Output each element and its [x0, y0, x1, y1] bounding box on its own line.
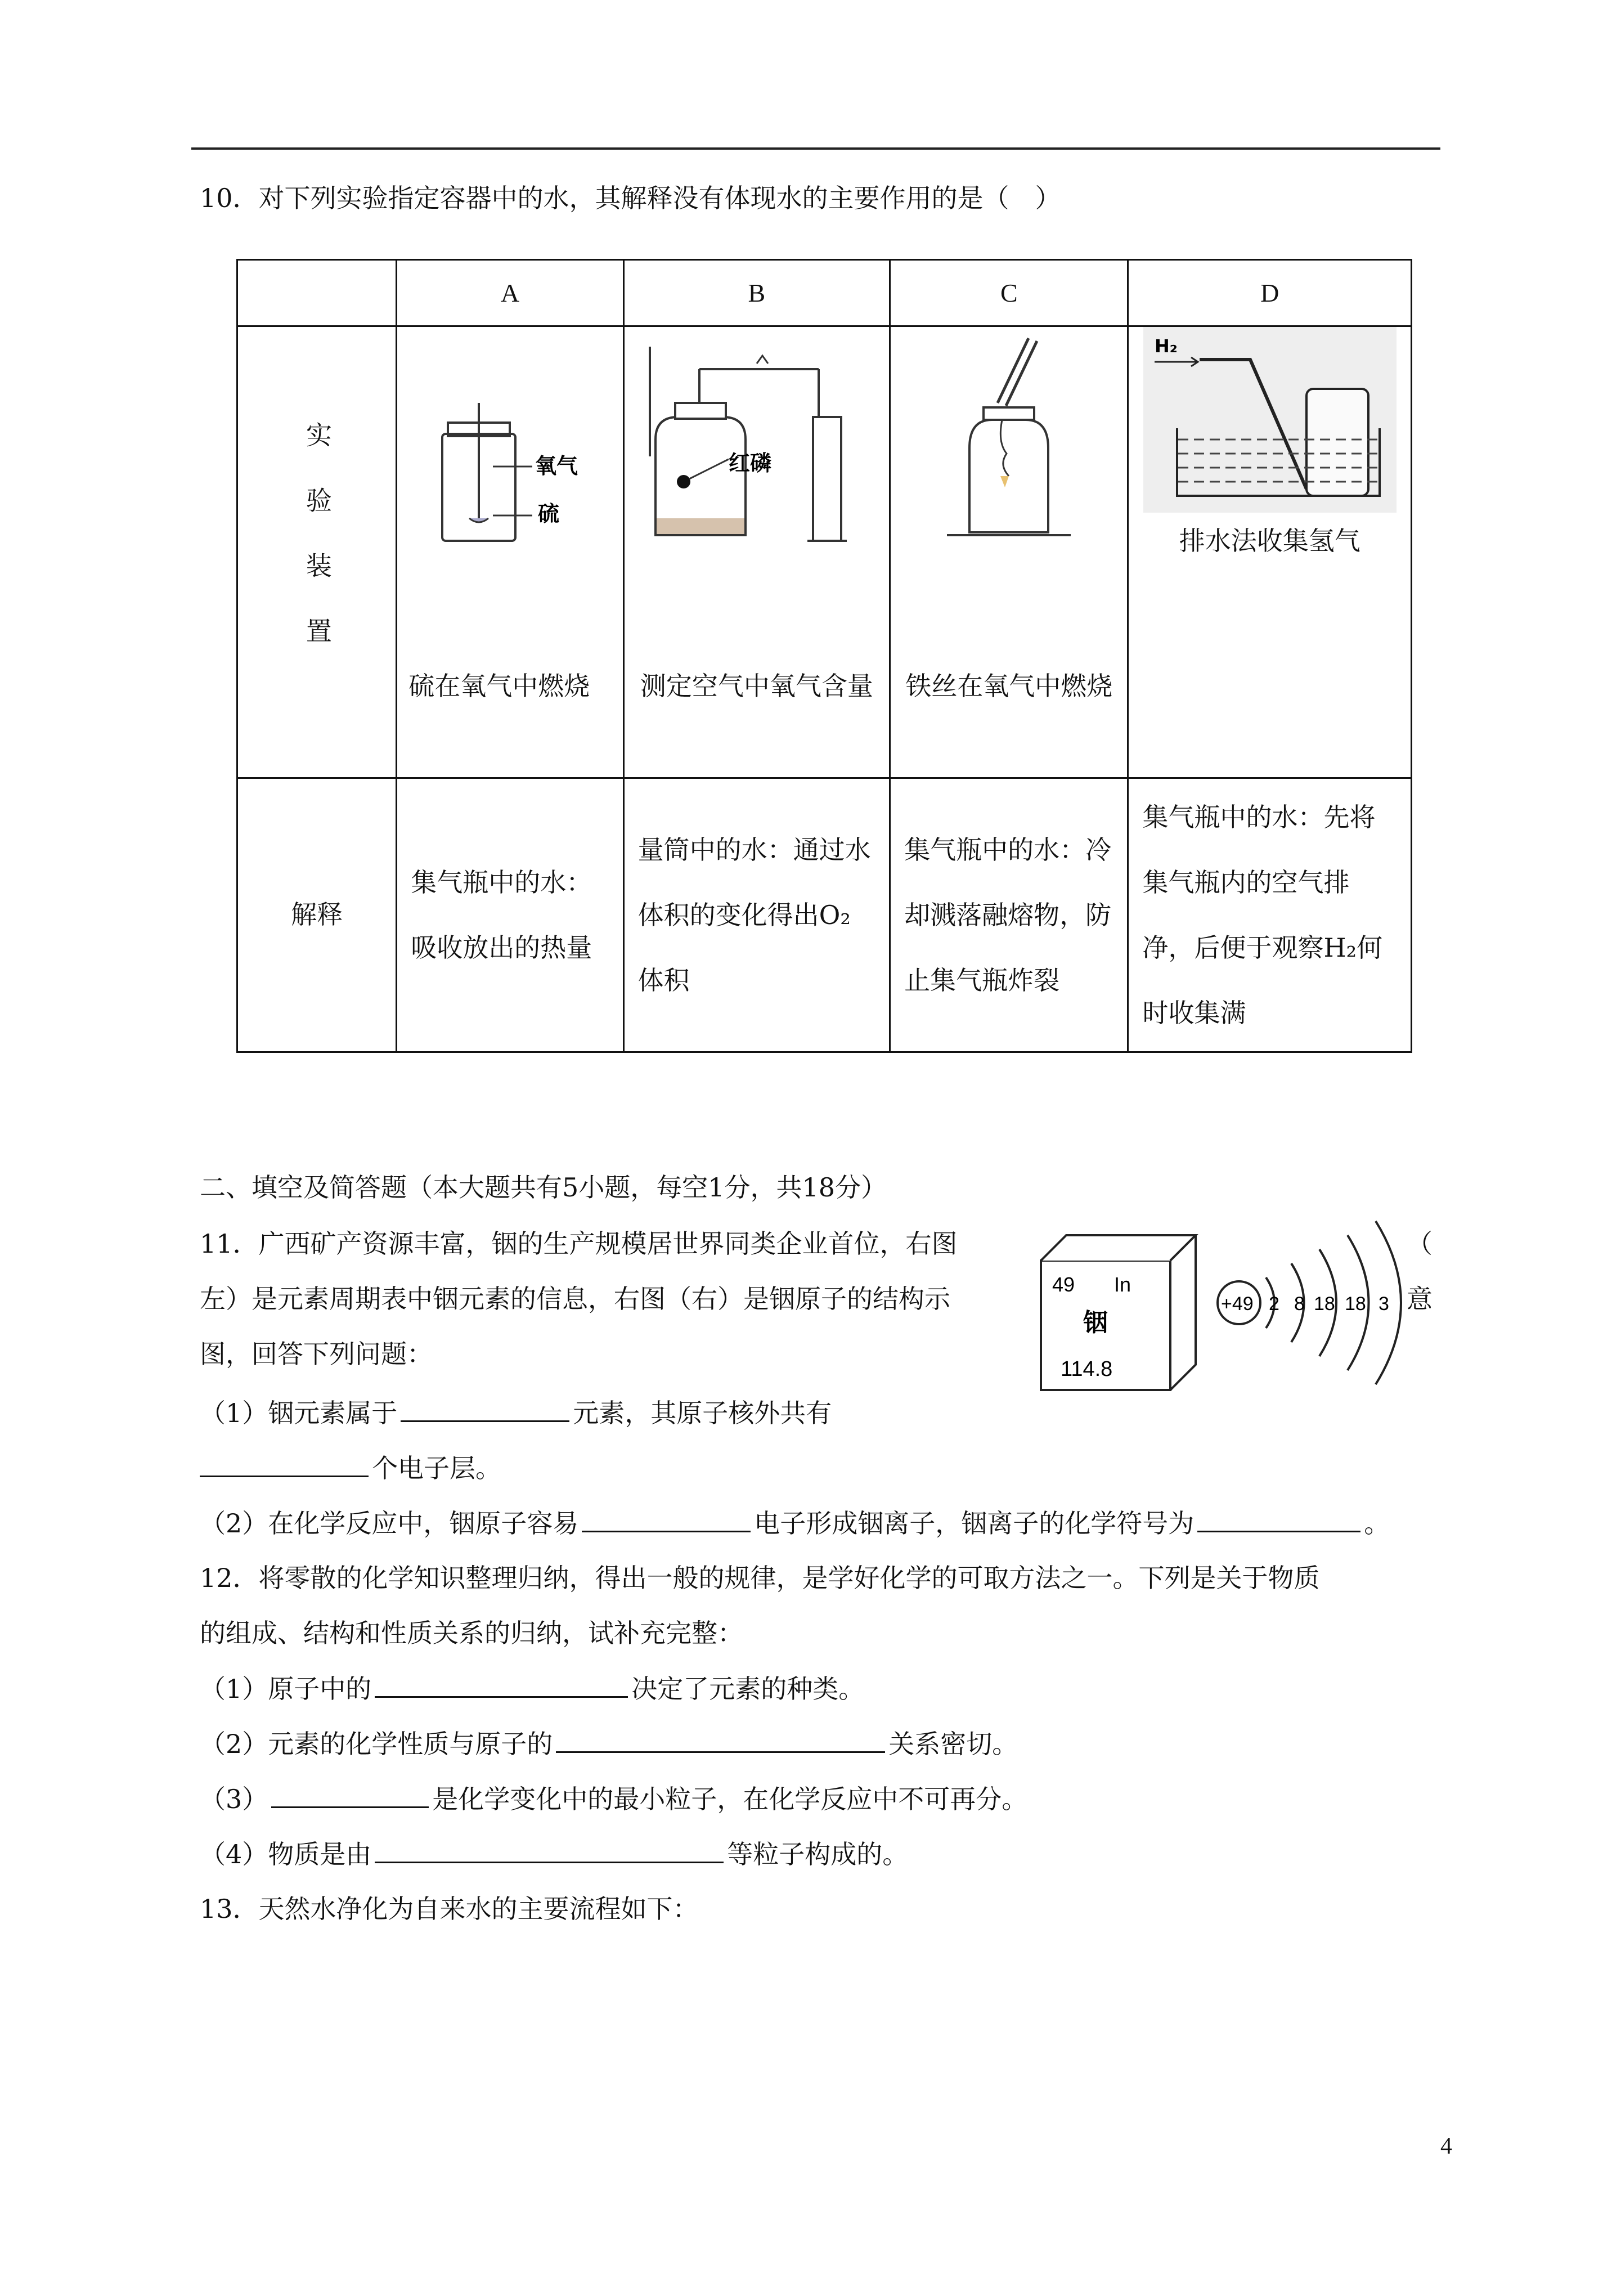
q12-p3a: （3）	[200, 1784, 268, 1814]
caption-b: 测定空气中氧气含量	[640, 671, 873, 701]
q12-part3	[200, 1782, 1027, 1816]
q12-part1	[200, 1671, 864, 1706]
oxygen-content-figure	[633, 338, 881, 552]
q11-blank-4[interactable]	[1197, 1506, 1360, 1532]
q12-blank-1[interactable]	[375, 1671, 628, 1698]
indium-figure	[1030, 1210, 1469, 1424]
caption-a: 硫在氧气中燃烧	[408, 671, 590, 701]
q13-line1: 13．天然水净化为自来水的主要流程如下：	[200, 1894, 699, 1924]
q12-blank-4[interactable]	[375, 1837, 724, 1863]
row-label-explain: 解释	[237, 778, 397, 1052]
q11-line1: 11．广西矿产资源丰富，铟的生产规模居世界同类企业首位，右图	[200, 1228, 958, 1259]
q12-p4a: （4）物质是由	[200, 1839, 372, 1869]
q12-p1b: 决定了元素的种类。	[631, 1674, 865, 1704]
q11-p2b: 电子形成铟离子，铟离子的化学符号为	[754, 1508, 1195, 1539]
shell-4-electrons: 18	[1345, 1293, 1366, 1315]
q12-blank-3[interactable]	[271, 1782, 429, 1808]
col-c-header: C	[890, 260, 1128, 326]
col-b-header: B	[623, 260, 890, 326]
col-d-header: D	[1128, 260, 1412, 326]
caption-d: 排水法收集氢气	[1179, 526, 1360, 556]
cell-b-device	[623, 326, 890, 778]
atom-structure	[1218, 1221, 1401, 1384]
cell-a-device	[397, 326, 623, 778]
shell-3-electrons: 18	[1314, 1293, 1335, 1315]
q11-blank-1[interactable]	[401, 1396, 569, 1422]
device-label: 实验装置	[302, 421, 333, 683]
cell-c-device	[890, 326, 1128, 778]
q11-p1b: 元素，其原子核外共有	[573, 1398, 832, 1428]
element-name: 铟	[1083, 1308, 1108, 1337]
water-displacement-figure	[1143, 327, 1397, 513]
label-h2: H₂	[1154, 335, 1178, 357]
sulfur-burning-figure	[425, 400, 594, 552]
q11-blank-3[interactable]	[582, 1506, 751, 1532]
iron-wire-figure	[936, 335, 1082, 549]
explain-a: 集气瓶中的水：吸收放出的热量	[397, 778, 623, 1052]
row-label-device	[237, 326, 397, 778]
q11-line2-end: 意	[1407, 1284, 1433, 1314]
q11-blank-2[interactable]	[200, 1451, 369, 1477]
q11-p1c: 个电子层。	[372, 1453, 501, 1483]
q12-p3b: 是化学变化中的最小粒子，在化学反应中不可再分。	[432, 1784, 1028, 1814]
q12-line2: 的组成、结构和性质关系的归纳，试补充完整：	[200, 1618, 743, 1648]
q10-table	[236, 259, 1412, 1053]
q11-part1	[200, 1396, 832, 1430]
q12-p4b: 等粒子构成的。	[727, 1839, 909, 1869]
explain-b: 量筒中的水：通过水体积的变化得出O₂体积	[623, 778, 890, 1052]
q11-p1a: （1）铟元素属于	[200, 1398, 398, 1428]
q10-stem: 10．对下列实验指定容器中的水，其解释没有体现水的主要作用的是（ ）	[200, 183, 1061, 213]
shell-2-electrons: 8	[1294, 1293, 1305, 1315]
q12-line1: 12．将零散的化学知识整理归纳，得出一般的规律，是学好化学的可取方法之一。下列是关于物质	[200, 1563, 1320, 1593]
q11-line3: 图，回答下列问题：	[200, 1339, 433, 1369]
q11-p2a: （2）在化学反应中，铟原子容易	[200, 1508, 579, 1539]
q12-p1a: （1）原子中的	[200, 1674, 372, 1704]
element-symbol: In	[1114, 1273, 1131, 1296]
label-sulfur: 硫	[538, 501, 560, 526]
nucleus-charge: +49	[1221, 1293, 1254, 1315]
col-a-header: A	[397, 260, 623, 326]
q12-blank-2[interactable]	[556, 1727, 885, 1753]
atomic-mass: 114.8	[1061, 1357, 1113, 1381]
q12-part2	[200, 1727, 1018, 1761]
element-card	[1041, 1235, 1196, 1390]
q12-p2b: 关系密切。	[888, 1729, 1018, 1759]
caption-c: 铁丝在氧气中燃烧	[905, 671, 1113, 701]
q11-p2c: 。	[1364, 1508, 1390, 1539]
q12-part4	[200, 1837, 908, 1871]
label-red-phosphorus: 红磷	[728, 451, 771, 476]
label-oxygen: 氧气	[535, 454, 578, 478]
header-rule	[191, 147, 1440, 150]
atomic-number: 49	[1052, 1273, 1075, 1296]
cell-d-device	[1128, 326, 1412, 778]
explain-c: 集气瓶中的水：冷却溅落融熔物，防止集气瓶炸裂	[890, 778, 1128, 1052]
q11-line1-end: （	[1407, 1228, 1433, 1259]
header-empty	[237, 260, 397, 326]
shell-5-electrons: 3	[1378, 1293, 1389, 1315]
section-2-title: 二、填空及简答题（本大题共有5小题，每空1分，共18分）	[200, 1172, 887, 1203]
shell-1-electrons: 2	[1269, 1293, 1279, 1315]
q11-line2: 左）是元素周期表中铟元素的信息，右图（右）是铟原子的结构示	[200, 1284, 950, 1314]
explain-d: 集气瓶中的水：先将集气瓶内的空气排净，后便于观察H₂何时收集满	[1128, 778, 1412, 1052]
page-number: 4	[1440, 2133, 1452, 2159]
q11-part1-cont	[200, 1451, 501, 1485]
q11-part2	[200, 1506, 1390, 1540]
q12-p2a: （2）元素的化学性质与原子的	[200, 1729, 553, 1759]
